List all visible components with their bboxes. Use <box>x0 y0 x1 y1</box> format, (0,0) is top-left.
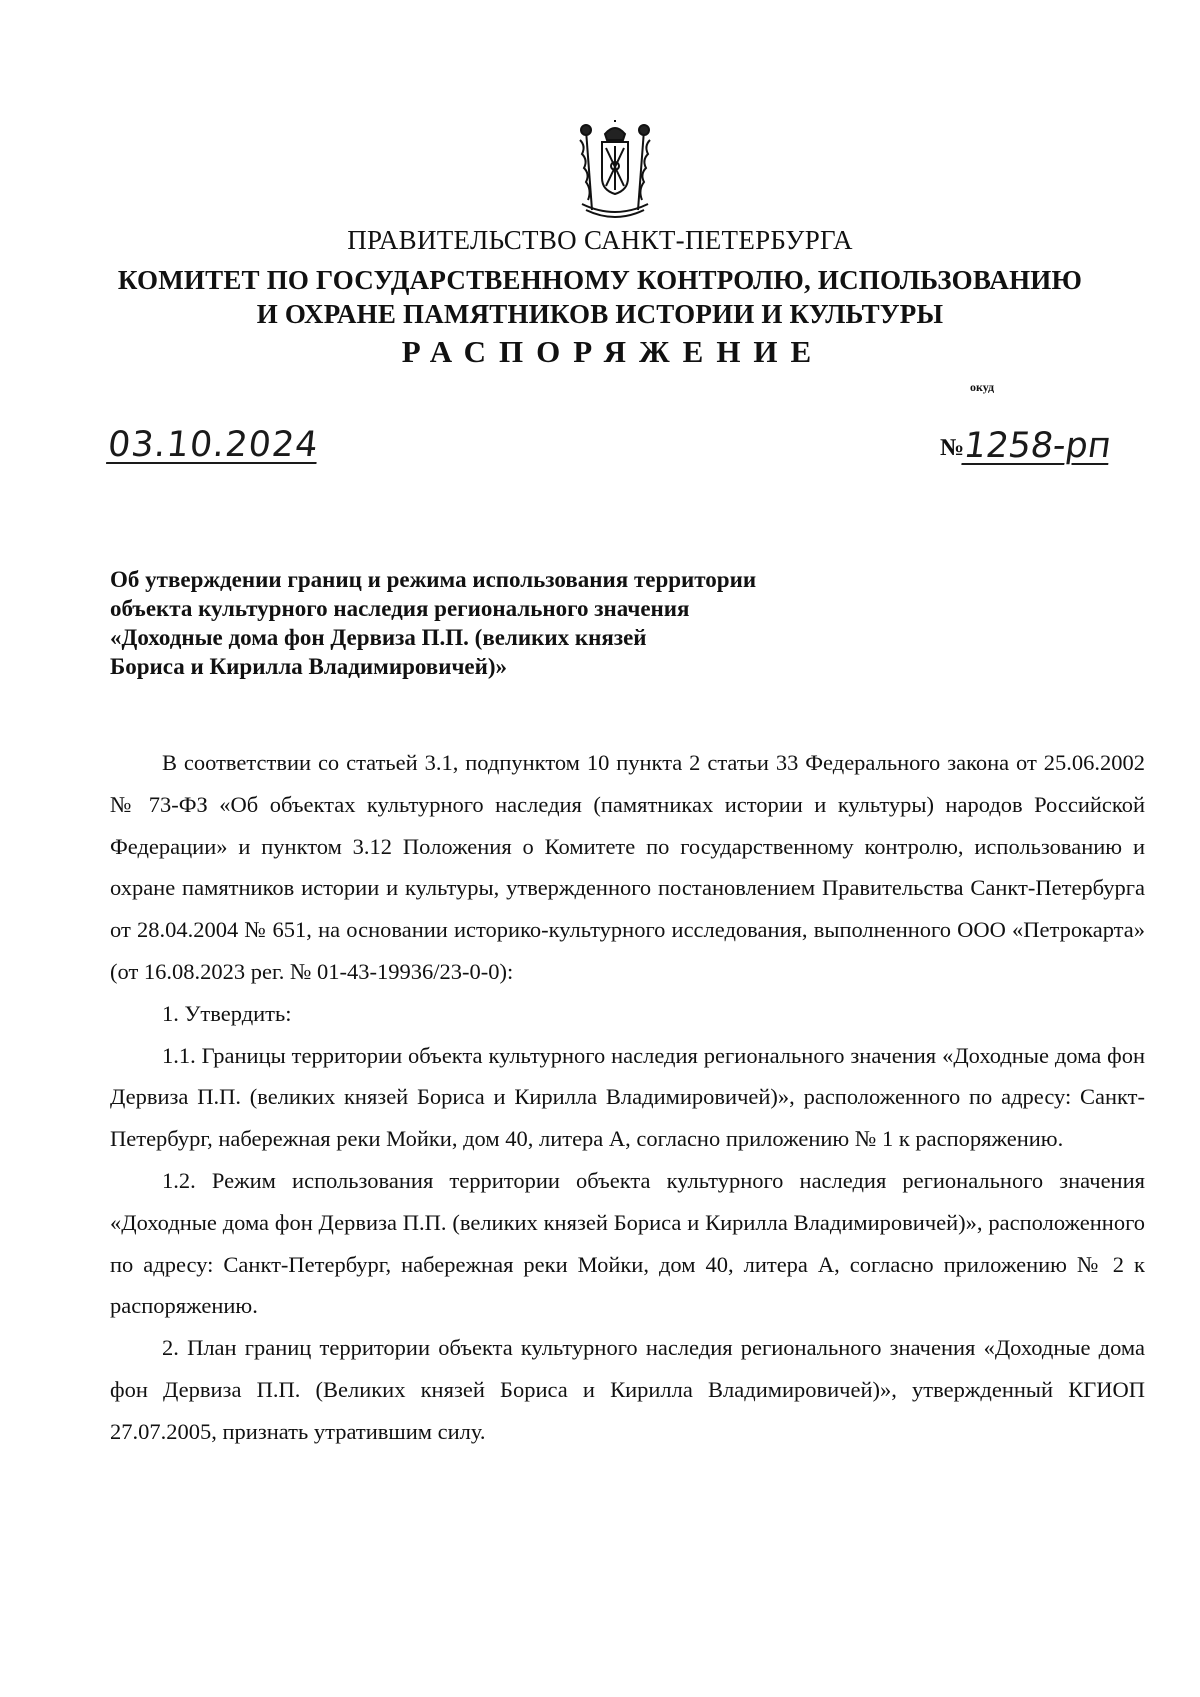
government-title: ПРАВИТЕЛЬСТВО САНКТ-ПЕТЕРБУРГА <box>347 225 853 255</box>
document-number <box>940 426 1121 466</box>
subject-line2: объекта культурного наследия регионального значения <box>110 596 690 621</box>
committee-title <box>0 263 1200 331</box>
item-1-2: 1.2. Режим использования территории объекта культурного наследия регионального значения «Доходные дома фон Дервиза П.П. (великих князей Бориса и Кирилла Владимировичей)», расположенного по адресу: Санкт-Петербург, набережная реки Мойки, дом 40, литера А, согласно приложению № 2 к распоряжению. <box>110 1167 1145 1319</box>
item-1: 1. Утвердить: <box>162 1000 292 1026</box>
document-body <box>110 742 1145 1453</box>
number-sign: № <box>940 435 965 461</box>
coat-of-arms-icon <box>572 120 658 220</box>
number-value: 1258-рп <box>961 426 1114 466</box>
document-subject <box>110 565 756 681</box>
document-type: РАСПОРЯЖЕНИЕ <box>401 334 825 369</box>
preamble-paragraph: В соответствии со статьей 3.1, подпунктом 10 пункта 2 статьи 33 Федерального закона от 25.06.2002 № 73-ФЗ «Об объектах культурного наследия (памятниках истории и культуры) народов Российской Федерации» и пунктом 3.12 Положения о Комитете по государственному контролю, использованию и охране памятников истории и культуры, утвержденного постановлением Правительства Санкт-Петербурга от 28.04.2004 № 651, на основании историко-культурного исследования, выполненного ООО «Петрокарта» (от 16.08.2023 рег. № 01-43-19936/23-0-0): <box>110 750 1145 984</box>
item-1-1: 1.1. Границы территории объекта культурного наследия регионального значения «Доходные дома фон Дервиза П.П. (великих князей Бориса и Кирилла Владимировичей)», расположенного по адресу: Санкт-Петербург, набережная реки Мойки, дом 40, литера А, согласно приложению № 1 к распоряжению. <box>110 1042 1145 1152</box>
subject-line4: Бориса и Кирилла Владимировичей)» <box>110 654 508 679</box>
committee-title-line2: И ОХРАНЕ ПАМЯТНИКОВ ИСТОРИИ И КУЛЬТУРЫ <box>256 299 944 329</box>
committee-title-line1: КОМИТЕТ ПО ГОСУДАРСТВЕННОМУ КОНТРОЛЮ, ИСПОЛЬЗОВАНИЮ <box>117 265 1083 295</box>
okud-label: окуд <box>970 380 995 394</box>
item-2: 2. План границ территории объекта культурного наследия регионального значения «Доходные дома фон Дервиза П.П. (Великих князей Бориса и Кирилла Владимировичей)», утвержденный КГИОП 27.07.2005, признать утратившим силу. <box>110 1335 1145 1444</box>
subject-line1: Об утверждении границ и режима использования территории <box>110 567 757 592</box>
subject-line3: «Доходные дома фон Дервиза П.П. (великих князей <box>110 625 647 650</box>
document-date: 03.10.2024 <box>105 425 321 465</box>
